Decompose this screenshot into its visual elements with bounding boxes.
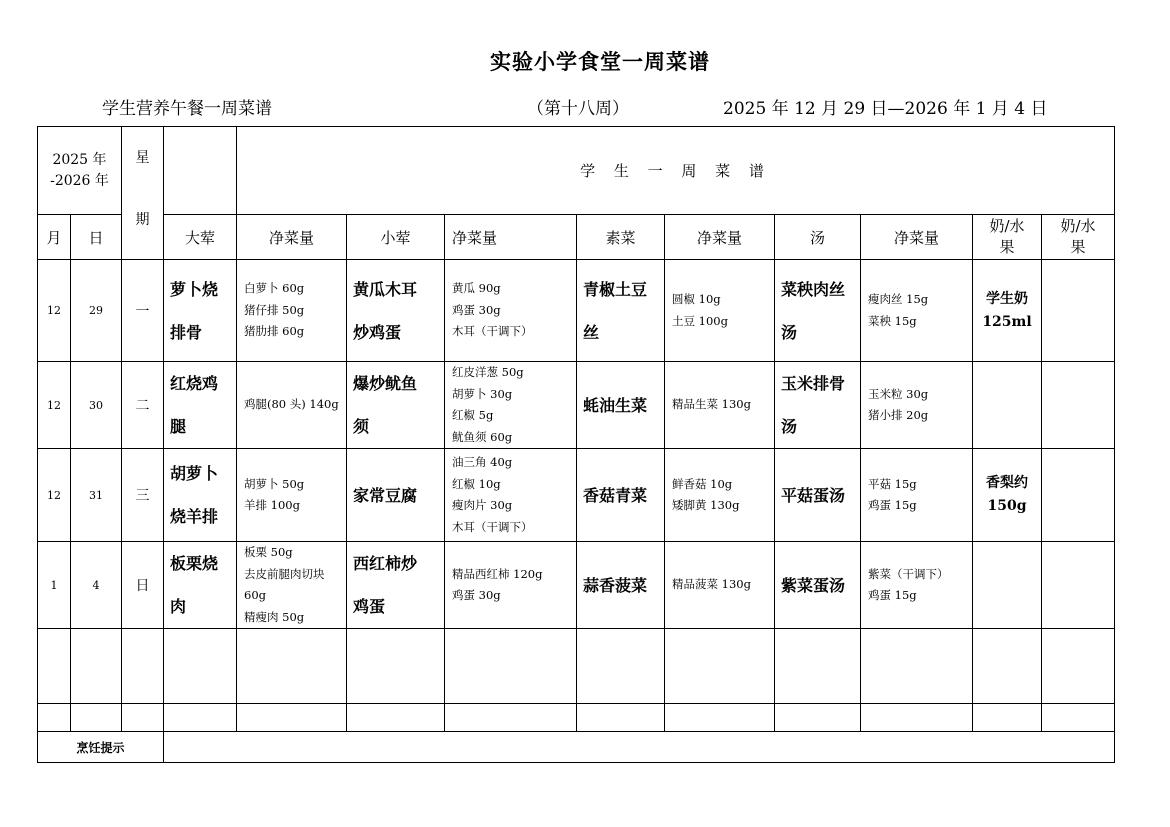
side-dish-header: 小荤 — [347, 215, 445, 260]
milk-fruit-cell-2 — [1042, 260, 1115, 362]
side-ingredients-cell: 红皮洋葱 50g 胡萝卜 30g 红椒 5g 鱿鱼须 60g — [445, 362, 577, 449]
soup-ingredients-cell: 平菇 15g 鸡蛋 15g — [861, 449, 973, 542]
date-range: 2025 年 12 月 29 日—2026 年 1 月 4 日 — [723, 99, 1048, 119]
day-header: 日 — [71, 215, 122, 260]
empty-cell — [237, 629, 347, 704]
day-cell: 30 — [71, 362, 122, 449]
veg-dish-header: 素菜 — [577, 215, 665, 260]
soup-qty-header: 净菜量 — [861, 215, 973, 260]
soup-cell: 紫菜蛋汤 — [775, 542, 861, 629]
main-ingredients-cell: 鸡腿(80 头) 140g — [237, 362, 347, 449]
empty-cell — [973, 629, 1042, 704]
veg-ingredients-cell: 鲜香菇 10g 矮脚黄 130g — [665, 449, 775, 542]
veg-qty-header: 净菜量 — [665, 215, 775, 260]
side-ingredients-cell: 精品西红柿 120g 鸡蛋 30g — [445, 542, 577, 629]
menu-title: 学 生 一 周 菜 谱 — [237, 127, 1115, 215]
weekday-cell: 一 — [122, 260, 164, 362]
month-cell: 12 — [38, 362, 71, 449]
cooking-tip-content — [164, 732, 1115, 763]
empty-row — [38, 704, 1115, 732]
weekday-cell: 日 — [122, 542, 164, 629]
weekday-header: 星 期 — [122, 127, 164, 260]
soup-ingredients-cell: 玉米粒 30g 猪小排 20g — [861, 362, 973, 449]
veg-dish-cell: 蚝油生菜 — [577, 362, 665, 449]
main-dish-cell: 萝卜烧 排骨 — [164, 260, 237, 362]
empty-cell — [122, 704, 164, 732]
empty-cell — [1042, 629, 1115, 704]
empty-cell — [164, 629, 237, 704]
soup-cell: 玉米排骨 汤 — [775, 362, 861, 449]
main-ingredients-cell: 胡萝卜 50g 羊排 100g — [237, 449, 347, 542]
year-header: 2025 年 -2026 年 — [38, 127, 122, 215]
side-ingredients-cell: 黄瓜 90g 鸡蛋 30g 木耳（干调下） — [445, 260, 577, 362]
soup-ingredients-cell: 瘦肉丝 15g 菜秧 15g — [861, 260, 973, 362]
veg-ingredients-cell: 精品菠菜 130g — [665, 542, 775, 629]
empty-cell — [775, 629, 861, 704]
day-cell: 29 — [71, 260, 122, 362]
main-dish-cell: 胡萝卜 烧羊排 — [164, 449, 237, 542]
weekday-cell: 二 — [122, 362, 164, 449]
table-row — [38, 449, 1115, 542]
milk-fruit-cell — [973, 362, 1042, 449]
empty-cell — [71, 629, 122, 704]
empty-row — [38, 629, 1115, 704]
milk-fruit-cell: 香梨约 150g — [973, 449, 1042, 542]
veg-ingredients-cell: 精品生菜 130g — [665, 362, 775, 449]
menu-table — [37, 126, 1115, 763]
main-ingredients-cell: 板栗 50g 去皮前腿肉切块 60g 精瘦肉 50g — [237, 542, 347, 629]
weekday-cell: 三 — [122, 449, 164, 542]
empty-cell — [665, 629, 775, 704]
veg-dish-cell: 蒜香菠菜 — [577, 542, 665, 629]
empty-cell — [665, 704, 775, 732]
empty-cell — [71, 704, 122, 732]
cooking-tip-label: 烹饪提示 — [38, 732, 164, 763]
table-row — [38, 542, 1115, 629]
side-dish-cell: 西红柿炒 鸡蛋 — [347, 542, 445, 629]
empty-cell — [445, 704, 577, 732]
cooking-tip-row — [38, 732, 1115, 763]
main-dish-cell: 板栗烧 肉 — [164, 542, 237, 629]
veg-dish-cell: 青椒土豆 丝 — [577, 260, 665, 362]
table-row — [38, 260, 1115, 362]
empty-cell — [861, 704, 973, 732]
milk-fruit-cell-2 — [1042, 449, 1115, 542]
main-dish-cell: 红烧鸡 腿 — [164, 362, 237, 449]
side-dish-cell: 爆炒鱿鱼 须 — [347, 362, 445, 449]
milk-fruit-cell: 学生奶 125ml — [973, 260, 1042, 362]
soup-ingredients-cell: 紫菜（干调下） 鸡蛋 15g — [861, 542, 973, 629]
soup-cell: 菜秧肉丝 汤 — [775, 260, 861, 362]
page-title: 实验小学食堂一周菜谱 — [490, 49, 710, 74]
day-cell: 4 — [71, 542, 122, 629]
main-dish-header: 大荤 — [164, 215, 237, 260]
milk-fruit-cell-2 — [1042, 542, 1115, 629]
veg-dish-cell: 香菇青菜 — [577, 449, 665, 542]
header-row-1 — [38, 127, 1115, 215]
side-dish-cell: 家常豆腐 — [347, 449, 445, 542]
soup-header: 汤 — [775, 215, 861, 260]
month-cell: 12 — [38, 260, 71, 362]
milk-fruit-cell-2 — [1042, 362, 1115, 449]
main-ingredients-cell: 白萝卜 60g 猪仔排 50g 猪肋排 60g — [237, 260, 347, 362]
header-row-2 — [38, 215, 1115, 260]
milk-header-1: 奶/水 果 — [973, 215, 1042, 260]
empty-cell — [164, 704, 237, 732]
week-label: （第十八周） — [527, 99, 629, 119]
main-qty-header: 净菜量 — [237, 215, 347, 260]
empty-cell — [445, 629, 577, 704]
empty-cell — [577, 629, 665, 704]
month-cell: 1 — [38, 542, 71, 629]
side-dish-cell: 黄瓜木耳 炒鸡蛋 — [347, 260, 445, 362]
day-cell: 31 — [71, 449, 122, 542]
empty-cell — [237, 704, 347, 732]
empty-cell — [122, 629, 164, 704]
empty-cell — [577, 704, 665, 732]
soup-cell: 平菇蛋汤 — [775, 449, 861, 542]
blank-header-cell — [164, 127, 237, 215]
empty-cell — [347, 629, 445, 704]
milk-header-2: 奶/水 果 — [1042, 215, 1115, 260]
month-cell: 12 — [38, 449, 71, 542]
empty-cell — [347, 704, 445, 732]
subtitle: 学生营养午餐一周菜谱 — [102, 99, 272, 119]
month-header: 月 — [38, 215, 71, 260]
empty-cell — [973, 704, 1042, 732]
empty-cell — [38, 704, 71, 732]
milk-fruit-cell — [973, 542, 1042, 629]
side-ingredients-cell: 油三角 40g 红椒 10g 瘦肉片 30g 木耳（干调下） — [445, 449, 577, 542]
empty-cell — [775, 704, 861, 732]
veg-ingredients-cell: 圆椒 10g 土豆 100g — [665, 260, 775, 362]
empty-cell — [1042, 704, 1115, 732]
side-qty-header: 净菜量 — [445, 215, 577, 260]
empty-cell — [861, 629, 973, 704]
table-row — [38, 362, 1115, 449]
empty-cell — [38, 629, 71, 704]
